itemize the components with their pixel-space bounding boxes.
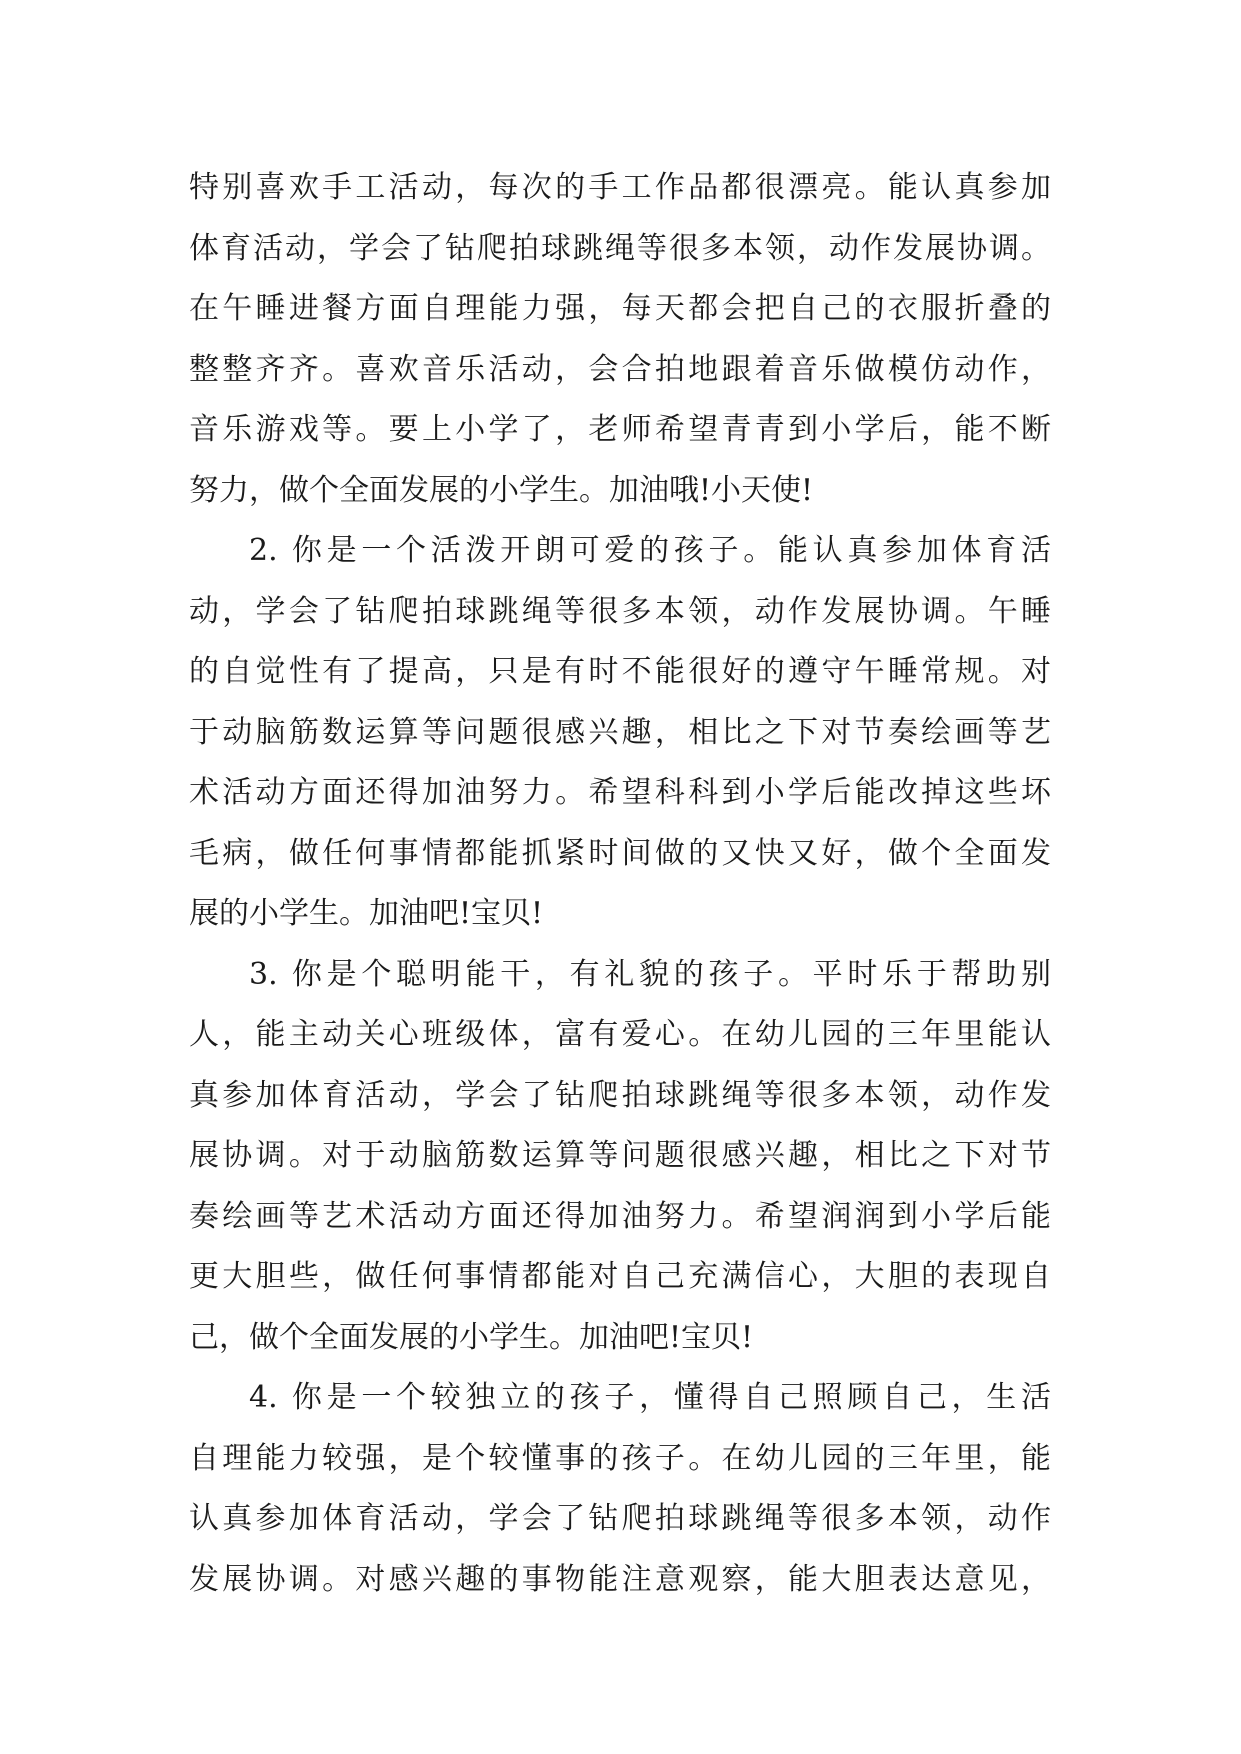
text-line: 的自觉性有了提高，只是有时不能很好的遵守午睡常规。对 <box>189 654 1051 689</box>
paragraph-first-line: 4. 你是一个较独立的孩子，懂得自己照顾自己，生活 <box>249 1380 1051 1415</box>
text-line: 在午睡进餐方面自理能力强，每天都会把自己的衣服折叠的 <box>189 291 1051 326</box>
text-line: 展协调。对于动脑筋数运算等问题很感兴趣，相比之下对节 <box>189 1138 1051 1173</box>
text-line: 自理能力较强，是个较懂事的孩子。在幼儿园的三年里，能 <box>189 1440 1051 1476</box>
text-line: 己，做个全面发展的小学生。加油吧!宝贝! <box>189 1319 754 1355</box>
text-line: 术活动方面还得加油努力。希望科科到小学后能改掉这些坏 <box>189 775 1051 810</box>
text-line: 更大胆些，做任何事情都能对自己充满信心，大胆的表现自 <box>189 1259 1051 1294</box>
text-line: 体育活动，学会了钻爬拍球跳绳等很多本领，动作发展协调。 <box>189 230 1051 266</box>
text-line: 奏绘画等艺术活动方面还得加油努力。希望润润到小学后能 <box>189 1198 1051 1234</box>
text-line: 发展协调。对感兴趣的事物能注意观察，能大胆表达意见， <box>189 1561 1051 1597</box>
text-line: 于动脑筋数运算等问题很感兴趣，相比之下对节奏绘画等艺 <box>189 714 1051 750</box>
text-line: 毛病，做任何事情都能抓紧时间做的又快又好，做个全面发 <box>189 835 1051 871</box>
text-line: 认真参加体育活动，学会了钻爬拍球跳绳等很多本领，动作 <box>189 1501 1051 1536</box>
text-line: 音乐游戏等。要上小学了，老师希望青青到小学后，能不断 <box>189 412 1051 447</box>
text-line: 展的小学生。加油吧!宝贝! <box>189 896 544 931</box>
paragraph-first-line: 3. 你是个聪明能干，有礼貌的孩子。平时乐于帮助别 <box>249 956 1051 992</box>
paragraph-first-line: 2. 你是一个活泼开朗可爱的孩子。能认真参加体育活 <box>249 533 1051 568</box>
text-line: 特别喜欢手工活动，每次的手工作品都很漂亮。能认真参加 <box>189 170 1051 205</box>
text-line: 动，学会了钻爬拍球跳绳等很多本领，动作发展协调。午睡 <box>189 593 1051 629</box>
text-line: 整整齐齐。喜欢音乐活动，会合拍地跟着音乐做模仿动作， <box>189 351 1051 387</box>
text-line: 人，能主动关心班级体，富有爱心。在幼儿园的三年里能认 <box>189 1017 1051 1052</box>
document-body <box>189 158 1051 1610</box>
text-line: 努力，做个全面发展的小学生。加油哦!小天使! <box>189 472 814 508</box>
text-line: 真参加体育活动，学会了钻爬拍球跳绳等很多本领，动作发 <box>189 1077 1051 1113</box>
